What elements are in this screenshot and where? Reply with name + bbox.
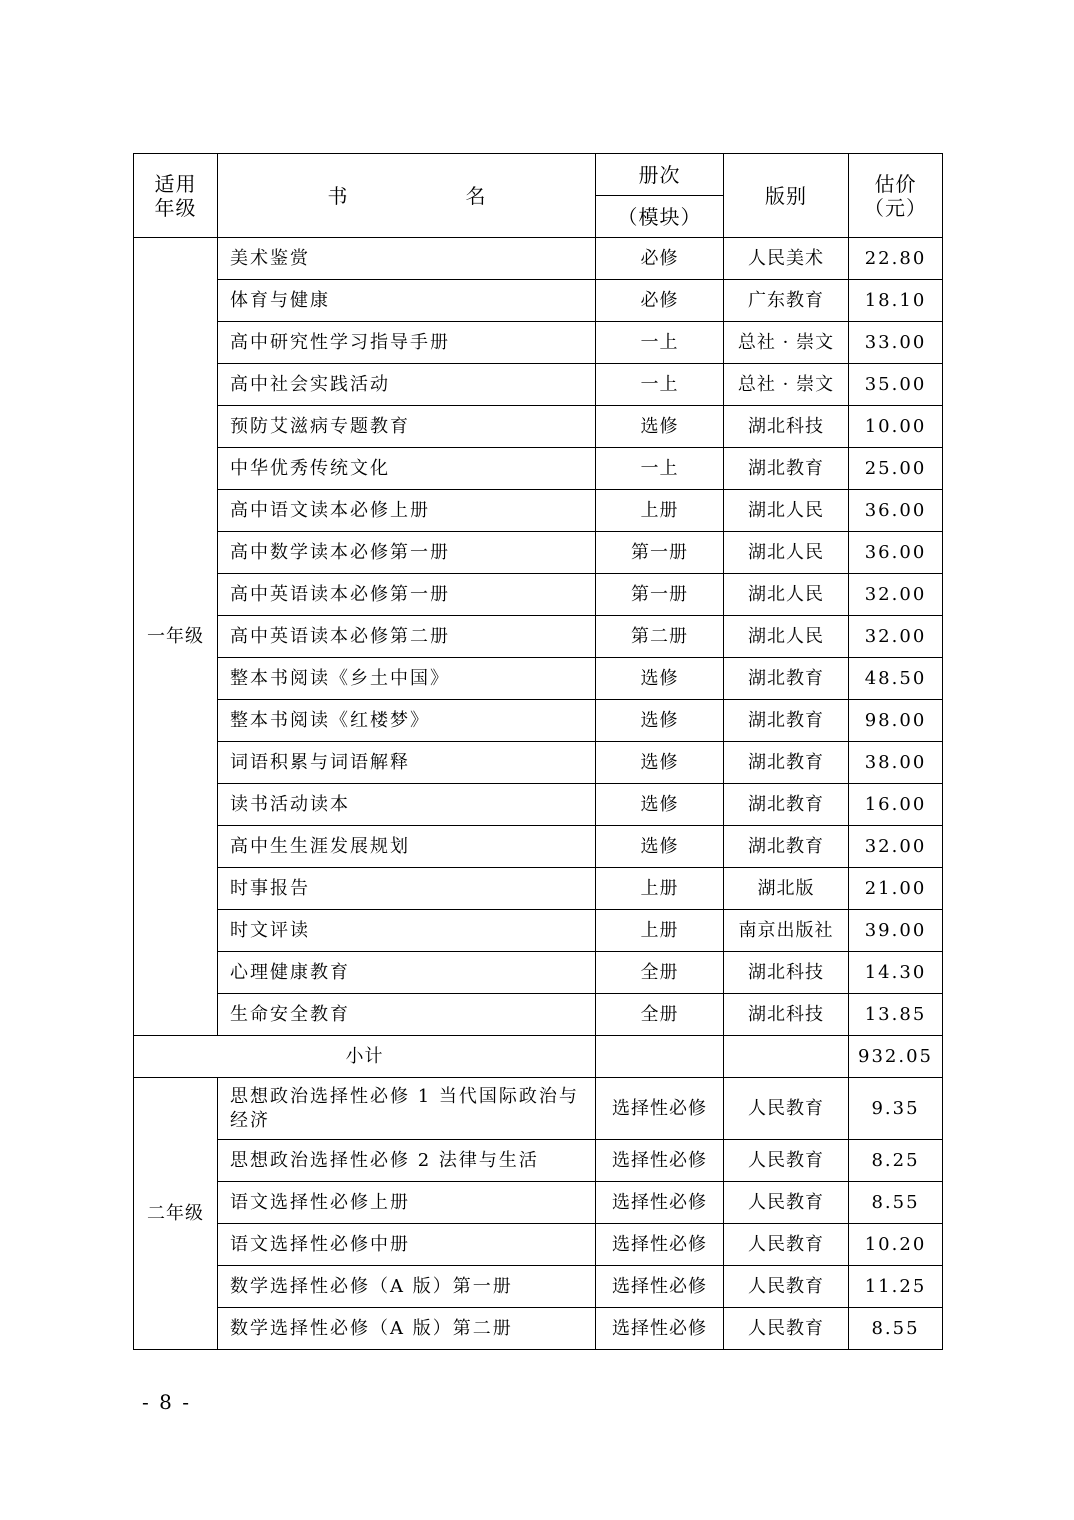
price: 14.30 [849,952,943,994]
volume: 第二册 [596,616,724,658]
volume: 上册 [596,910,724,952]
volume: 第一册 [596,574,724,616]
subtotal-value: 932.05 [849,1036,943,1078]
volume: 选修 [596,406,724,448]
book-name: 时文评读 [218,910,596,952]
book-name: 中华优秀传统文化 [218,448,596,490]
volume: 一上 [596,364,724,406]
price: 98.00 [849,700,943,742]
table-row [134,826,943,868]
header-publisher: 版别 [724,154,849,238]
book-name: 生命安全教育 [218,994,596,1036]
price: 21.00 [849,868,943,910]
table-row [134,364,943,406]
book-name: 整本书阅读《乡土中国》 [218,658,596,700]
price: 8.25 [849,1140,943,1182]
table-row [134,1308,943,1350]
table-row [134,700,943,742]
table-row [134,910,943,952]
table-row [134,868,943,910]
publisher: 湖北教育 [724,700,849,742]
publisher: 人民教育 [724,1266,849,1308]
table-row [134,280,943,322]
header-volume: 册次 [596,154,724,196]
table-row [134,532,943,574]
book-name: 体育与健康 [218,280,596,322]
book-name: 高中英语读本必修第二册 [218,616,596,658]
publisher: 人民教育 [724,1224,849,1266]
price: 11.25 [849,1266,943,1308]
header-row [134,154,943,196]
subtotal-row [134,1036,943,1078]
publisher: 湖北人民 [724,490,849,532]
publisher: 总社 · 崇文 [724,322,849,364]
table-row [134,490,943,532]
publisher: 湖北科技 [724,952,849,994]
subtotal-label: 小计 [134,1036,596,1078]
volume: 上册 [596,490,724,532]
book-name: 高中英语读本必修第一册 [218,574,596,616]
book-name: 高中语文读本必修上册 [218,490,596,532]
table-row [134,322,943,364]
price: 8.55 [849,1308,943,1350]
volume: 选修 [596,742,724,784]
table-row [134,1182,943,1224]
table-row [134,1078,943,1140]
table-row [134,448,943,490]
book-name: 预防艾滋病专题教育 [218,406,596,448]
price: 8.55 [849,1182,943,1224]
volume: 选择性必修 [596,1308,724,1350]
volume: 选择性必修 [596,1182,724,1224]
book-name: 语文选择性必修中册 [218,1224,596,1266]
volume: 选择性必修 [596,1266,724,1308]
book-name: 心理健康教育 [218,952,596,994]
book-name: 高中社会实践活动 [218,364,596,406]
table-row [134,742,943,784]
book-name: 数学选择性必修（A 版）第一册 [218,1266,596,1308]
volume: 必修 [596,238,724,280]
volume: 选修 [596,784,724,826]
book-name: 数学选择性必修（A 版）第二册 [218,1308,596,1350]
volume: 必修 [596,280,724,322]
table-row [134,1140,943,1182]
price: 36.00 [849,532,943,574]
subtotal-volume-empty [596,1036,724,1078]
table-row [134,658,943,700]
publisher: 湖北教育 [724,826,849,868]
volume: 选修 [596,700,724,742]
volume: 选择性必修 [596,1140,724,1182]
textbook-price-table [133,153,943,1350]
book-name: 美术鉴赏 [218,238,596,280]
volume: 选修 [596,658,724,700]
header-module: （模块） [596,196,724,238]
publisher: 湖北科技 [724,406,849,448]
price: 10.00 [849,406,943,448]
price: 33.00 [849,322,943,364]
publisher: 湖北教育 [724,658,849,700]
grade-label: 二年级 [134,1078,218,1350]
header-price: 估价 （元） [849,154,943,238]
book-name: 时事报告 [218,868,596,910]
header-book-name-a: 书 [327,183,348,208]
publisher: 人民教育 [724,1182,849,1224]
price: 25.00 [849,448,943,490]
price: 16.00 [849,784,943,826]
publisher: 湖北教育 [724,742,849,784]
volume: 选择性必修 [596,1224,724,1266]
publisher: 南京出版社 [724,910,849,952]
table-row [134,406,943,448]
table-row [134,994,943,1036]
publisher: 总社 · 崇文 [724,364,849,406]
volume: 选修 [596,826,724,868]
volume: 一上 [596,322,724,364]
price: 35.00 [849,364,943,406]
header-book-name-b: 名 [465,183,486,208]
publisher: 湖北教育 [724,784,849,826]
publisher: 湖北教育 [724,448,849,490]
book-name: 思想政治选择性必修 2 法律与生活 [218,1140,596,1182]
price: 9.35 [849,1078,943,1140]
price: 39.00 [849,910,943,952]
page-number: - 8 - [142,1390,191,1414]
publisher: 广东教育 [724,280,849,322]
publisher: 湖北版 [724,868,849,910]
volume: 全册 [596,952,724,994]
publisher: 湖北人民 [724,616,849,658]
subtotal-publisher-empty [724,1036,849,1078]
volume: 一上 [596,448,724,490]
book-name: 高中研究性学习指导手册 [218,322,596,364]
publisher: 人民教育 [724,1078,849,1140]
publisher: 人民教育 [724,1140,849,1182]
table-row [134,784,943,826]
table-row [134,1224,943,1266]
price: 36.00 [849,490,943,532]
publisher: 湖北人民 [724,532,849,574]
table-row [134,1266,943,1308]
book-name: 高中生生涯发展规划 [218,826,596,868]
table-row [134,616,943,658]
price: 32.00 [849,574,943,616]
price: 13.85 [849,994,943,1036]
publisher: 湖北人民 [724,574,849,616]
book-name: 词语积累与词语解释 [218,742,596,784]
grade-label: 一年级 [134,238,218,1036]
publisher: 人民教育 [724,1308,849,1350]
table-row [134,574,943,616]
publisher: 人民美术 [724,238,849,280]
book-name: 读书活动读本 [218,784,596,826]
header-grade: 适用 年级 [134,154,218,238]
book-name: 思想政治选择性必修 1 当代国际政治与经济 [218,1078,596,1140]
header-book-name [218,154,596,238]
volume: 上册 [596,868,724,910]
price: 48.50 [849,658,943,700]
table-row [134,238,943,280]
price: 10.20 [849,1224,943,1266]
price: 32.00 [849,826,943,868]
table-row [134,952,943,994]
volume: 选择性必修 [596,1078,724,1140]
price: 18.10 [849,280,943,322]
book-name: 整本书阅读《红楼梦》 [218,700,596,742]
book-name: 语文选择性必修上册 [218,1182,596,1224]
book-name: 高中数学读本必修第一册 [218,532,596,574]
publisher: 湖北科技 [724,994,849,1036]
volume: 全册 [596,994,724,1036]
price: 32.00 [849,616,943,658]
price: 22.80 [849,238,943,280]
price: 38.00 [849,742,943,784]
volume: 第一册 [596,532,724,574]
